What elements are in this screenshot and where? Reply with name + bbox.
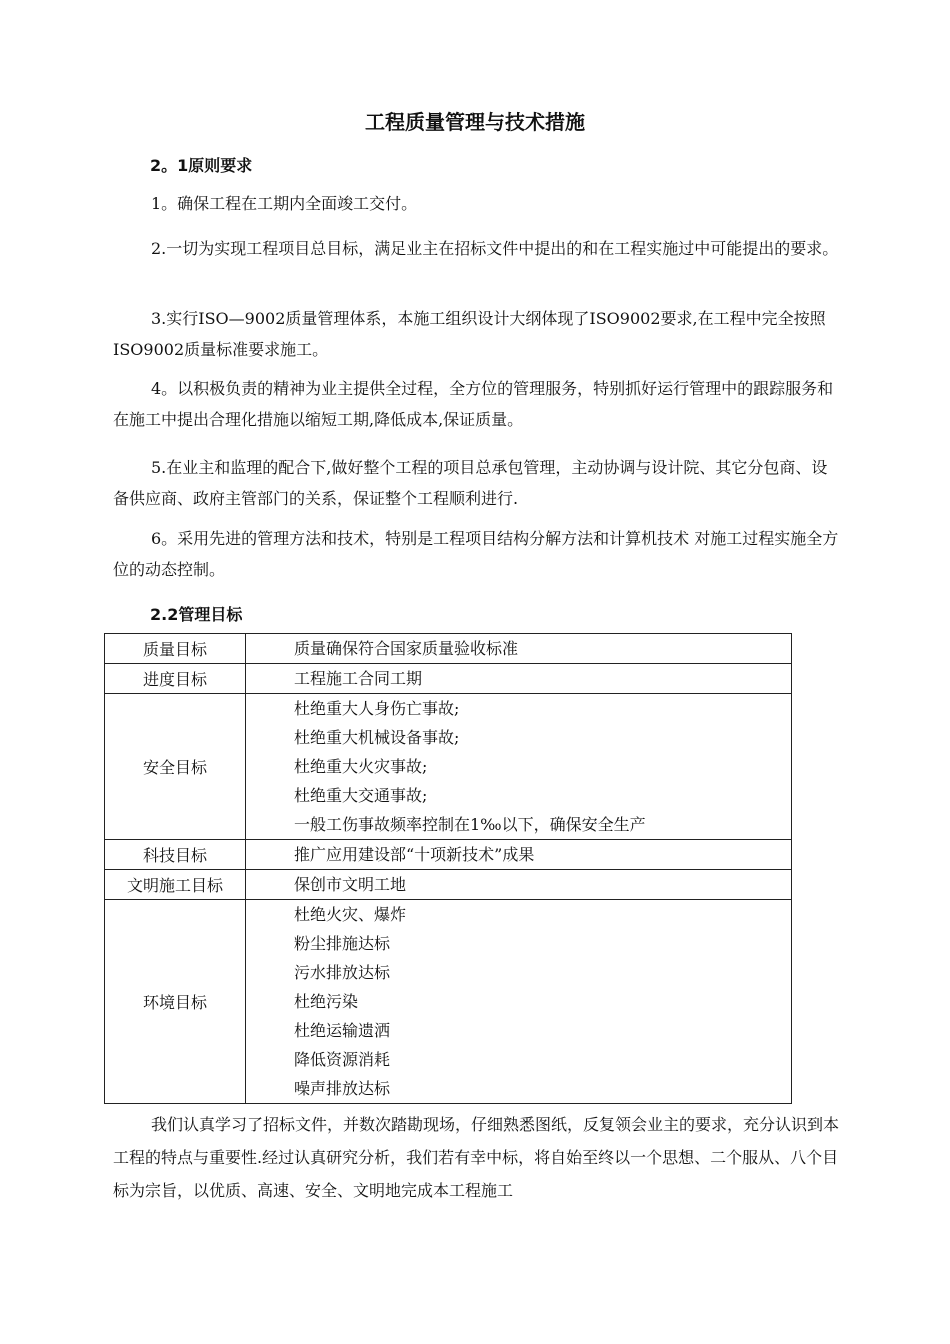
goal-line: 一般工伤事故频率控制在1‰以下，确保安全生产 [294,815,646,834]
document-title: 工程质量管理与技术措施 [365,110,585,134]
goal-line: 工程施工合同工期 [294,669,423,688]
table-row [105,664,792,694]
table-row [105,900,792,1104]
principle-item-2: 2.一切为实现工程项目总目标，满足业主在招标文件中提出的和在工程实施过中可能提出的要求。 [151,239,839,258]
goal-line: 杜绝污染 [294,992,359,1011]
goal-line: 杜绝重大火灾事故; [294,757,428,776]
goal-line: 杜绝重大机械设备事故; [294,728,460,747]
section-heading-goals: 2.2管理目标 [150,605,243,624]
goal-label: 安全目标 [105,694,246,840]
table-row [105,634,792,664]
goal-line: 粉尘排施达标 [294,934,391,953]
goal-label: 科技目标 [105,840,246,870]
goal-line: 推广应用建设部“十项新技术”成果 [294,845,535,864]
goal-line: 噪声排放达标 [294,1079,391,1098]
goal-label: 环境目标 [105,900,246,1104]
goal-line: 保创市文明工地 [294,875,407,894]
goal-line: 杜绝重大交通事故; [294,786,428,805]
goal-line: 污水排放达标 [294,963,391,982]
goal-label: 进度目标 [105,664,246,694]
closing-paragraph: 我们认真学习了招标文件，并数次踏勘现场，仔细熟悉图纸，反复领会业主的要求，充分认识到本工程的特点与重要性.经过认真研究分析，我们若有幸中标，将自始至终以一个思想、二个服从、八个目标为宗旨，以优质、高速、安全、文明地完成本工程施工 [113,1115,840,1200]
goal-content [246,840,792,870]
goal-line: 杜绝重大人身伤亡事故; [294,699,460,718]
goal-label: 文明施工目标 [105,870,246,900]
management-goals-table [104,633,792,1104]
table-row [105,694,792,840]
goal-label: 质量目标 [105,634,246,664]
goal-content [246,870,792,900]
principle-item-4: 4。以积极负责的精神为业主提供全过程，全方位的管理服务，特别抓好运行管理中的跟踪服务和在施工中提出合理化措施以缩短工期,降低成本,保证质量。 [113,379,834,429]
goal-line: 质量确保符合国家质量验收标准 [294,639,519,658]
goal-content [246,634,792,664]
principle-item-1: 1。确保工程在工期内全面竣工交付。 [151,194,418,213]
principle-item-6: 6。采用先进的管理方法和技术，特别是工程项目结构分解方法和计算机技术 对施工过程实施全方位的动态控制。 [113,529,839,579]
table-row [105,870,792,900]
goal-content [246,664,792,694]
goal-content [246,900,792,1104]
principle-item-3: 3.实行ISO—9002质量管理体系，本施工组织设计大纲体现了ISO9002要求,在工程中完全按照ISO9002质量标准要求施工。 [113,309,826,359]
table-row [105,840,792,870]
goal-line: 杜绝运输遗洒 [294,1021,391,1040]
goal-line: 杜绝火灾、爆炸 [294,905,407,924]
section-heading-principles: 2。1原则要求 [150,156,253,175]
principle-item-5: 5.在业主和监理的配合下,做好整个工程的项目总承包管理，主动协调与设计院、其它分包商、设备供应商、政府主管部门的关系，保证整个工程顺利进行. [113,458,828,508]
goal-content [246,694,792,840]
goal-line: 降低资源消耗 [294,1050,391,1069]
